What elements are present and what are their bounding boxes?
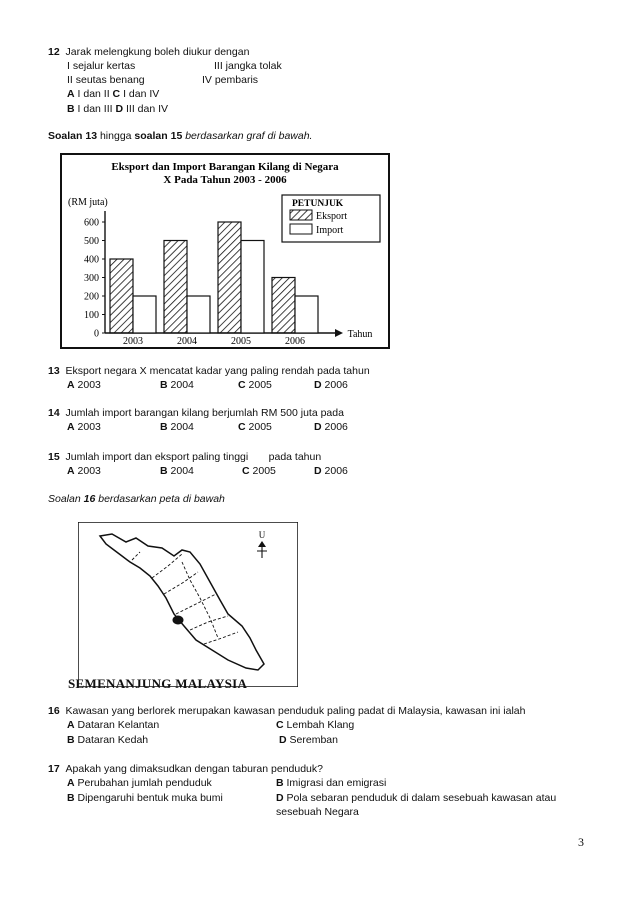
question-number: 13 — [48, 365, 60, 377]
page-number: 3 — [578, 835, 584, 849]
question-number: 15 — [48, 451, 60, 463]
legend-swatch-eksport — [290, 210, 312, 220]
intro-number: 13 — [85, 130, 98, 142]
y-tick-label: 0 — [94, 328, 99, 340]
option-a[interactable] — [67, 465, 101, 478]
option-d[interactable] — [314, 421, 348, 434]
option-text: Perubahan jumlah penduduk — [77, 777, 212, 789]
option-letter: A — [67, 379, 75, 391]
option-text: Dipengaruhi bentuk muka bumi — [77, 792, 223, 804]
option-b[interactable] — [160, 465, 194, 478]
option-letter: A — [67, 719, 75, 731]
legend-label-eksport: Eksport — [316, 211, 348, 222]
bar-import-2005 — [241, 241, 264, 334]
question-13-stem — [48, 365, 370, 378]
legend-label-import: Import — [316, 225, 344, 236]
x-tick-label: 2005 — [231, 336, 251, 347]
statement-iii: III jangka tolak — [214, 60, 282, 72]
option-text: 2004 — [170, 465, 194, 477]
option-text: Lembah Klang — [286, 719, 355, 731]
option-a[interactable] — [67, 719, 159, 732]
option-letter: C — [276, 719, 284, 731]
option-text: 2003 — [77, 379, 101, 391]
option-text: Seremban — [289, 734, 338, 746]
chart-title: Eksport dan Import Barangan Kilang di Negara — [111, 161, 339, 173]
option-text: 2004 — [170, 421, 194, 433]
x-tick-label: 2004 — [177, 336, 197, 347]
question-number: 17 — [48, 763, 60, 775]
option-text: Imigrasi dan emigrasi — [286, 777, 387, 789]
option-b-right[interactable] — [276, 777, 386, 790]
option-letter: D — [279, 734, 287, 746]
option-letter: A — [67, 465, 75, 477]
option-letter: D — [276, 792, 284, 804]
shaded-area-marker — [173, 616, 184, 625]
option-text: I dan II — [77, 88, 110, 100]
question-text: Eksport negara X mencatat kadar yang paling rendah pada tahun — [65, 365, 370, 377]
option-letter: B — [67, 734, 75, 746]
option-a[interactable] — [67, 379, 101, 392]
question-12-stem — [48, 46, 249, 59]
bar-import-2003 — [133, 296, 156, 333]
option-letter: B — [67, 792, 75, 804]
y-tick-label: 200 — [84, 291, 99, 303]
option-d[interactable] — [314, 465, 348, 478]
intro-number: soalan 15 — [134, 130, 183, 142]
option-b[interactable] — [160, 421, 194, 434]
option-c[interactable] — [242, 465, 276, 478]
option-letter: D — [115, 103, 124, 115]
intro-word: berdasarkan graf di bawah. — [182, 130, 313, 142]
option-letter: C — [112, 88, 121, 100]
bar-eksport-2006 — [272, 278, 295, 334]
question-14-stem — [48, 407, 344, 420]
bar-import-2004 — [187, 296, 210, 333]
option-letter: B — [160, 465, 168, 477]
bar-chart — [60, 153, 390, 349]
option-text: Dataran Kedah — [77, 734, 149, 746]
x-tick-label: 2006 — [285, 336, 305, 347]
chart-subtitle: X Pada Tahun 2003 - 2006 — [163, 174, 287, 186]
option-letter: C — [238, 421, 246, 433]
section-intro-graph — [48, 130, 312, 143]
option-letter: D — [314, 379, 322, 391]
option-b-left[interactable] — [67, 792, 223, 805]
legend-title: PETUNJUK — [292, 199, 344, 209]
option-c[interactable] — [238, 379, 272, 392]
option-text: 2003 — [77, 421, 101, 433]
option-d[interactable] — [279, 734, 338, 747]
north-label: U — [258, 530, 266, 540]
legend-swatch-import — [290, 224, 312, 234]
question-15-stem — [48, 451, 321, 464]
statement-i: I sejalur kertas — [67, 60, 136, 72]
option-b[interactable] — [160, 379, 194, 392]
option-letter: A — [67, 777, 75, 789]
question-number: 16 — [48, 705, 60, 717]
option-a[interactable] — [67, 421, 101, 434]
option-d[interactable] — [314, 379, 348, 392]
intro-word: hingga — [97, 130, 135, 142]
y-tick-label: 500 — [84, 236, 99, 247]
option-a[interactable] — [67, 777, 212, 790]
bar-eksport-2003 — [110, 259, 133, 333]
map-semenanjung-malaysia — [78, 522, 298, 687]
question-number: 14 — [48, 407, 60, 419]
option-letter: B — [160, 379, 168, 391]
question-text: Apakah yang dimaksudkan dengan taburan penduduk? — [65, 763, 323, 775]
bar-import-2006 — [295, 296, 318, 333]
option-c[interactable] — [276, 719, 354, 732]
intro-word: Soalan — [48, 493, 84, 505]
option-text: III dan IV — [125, 103, 169, 115]
option-text: Pola sebaran penduduk di dalam sesebuah kawasan atau — [286, 792, 557, 804]
x-tick-label: 2003 — [123, 336, 143, 347]
map-caption: SEMENANJUNG MALAYSIA — [68, 676, 248, 691]
question-text: Jarak melengkung boleh diukur dengan — [65, 46, 250, 58]
intro-number: 16 — [83, 493, 96, 505]
section-intro-map — [48, 493, 225, 506]
option-letter: C — [238, 379, 246, 391]
question-text: Kawasan yang berlorek merupakan kawasan penduduk paling padat di Malaysia, kawasan ini ialah — [65, 705, 526, 717]
y-tick-label: 100 — [84, 310, 99, 321]
question-number: 12 — [48, 46, 60, 58]
option-text: 2003 — [77, 465, 101, 477]
option-text: 2005 — [248, 379, 272, 391]
option-d-continuation: sesebuah Negara — [276, 806, 359, 818]
option-text: I dan IV — [123, 88, 160, 100]
bar-eksport-2005 — [218, 222, 241, 333]
intro-word: berdasarkan peta di bawah — [95, 493, 225, 505]
option-b[interactable] — [67, 734, 148, 747]
y-tick-label: 400 — [84, 254, 99, 266]
option-c[interactable] — [238, 421, 272, 434]
question-text: Jumlah import barangan kilang berjumlah RM 500 juta pada — [65, 407, 344, 419]
option-letter: B — [67, 103, 75, 115]
option-text: 2006 — [324, 421, 348, 433]
question-17-stem — [48, 763, 323, 776]
option-letter: A — [67, 88, 75, 100]
legend — [282, 195, 380, 242]
y-tick-label: 600 — [84, 217, 99, 229]
statement-iv: IV pembaris — [202, 74, 259, 86]
question-16-stem — [48, 705, 526, 718]
option-text: Dataran Kelantan — [77, 719, 160, 731]
option-text: 2006 — [324, 465, 348, 477]
intro-word: Soalan — [48, 130, 86, 142]
option-text: 2004 — [170, 379, 194, 391]
option-d[interactable] — [276, 792, 556, 805]
option-text: I dan III — [77, 103, 113, 115]
answer-options-bd — [67, 103, 168, 116]
bar-eksport-2004 — [164, 241, 187, 334]
x-axis-label: Tahun — [347, 329, 373, 340]
option-letter: A — [67, 421, 75, 433]
statement-ii: II seutas benang — [67, 74, 145, 86]
option-text: 2006 — [324, 379, 348, 391]
option-letter: D — [314, 421, 322, 433]
answer-options-ac — [67, 88, 159, 101]
option-text: 2005 — [248, 421, 272, 433]
option-letter: C — [242, 465, 250, 477]
option-letter: D — [314, 465, 322, 477]
option-letter: B — [276, 777, 284, 789]
question-text: Jumlah import dan eksport paling tinggi pada tahun — [65, 451, 322, 463]
option-letter: B — [160, 421, 168, 433]
option-text: 2005 — [252, 465, 276, 477]
y-tick-label: 300 — [84, 273, 99, 284]
y-axis-label: (RM juta) — [68, 197, 108, 208]
